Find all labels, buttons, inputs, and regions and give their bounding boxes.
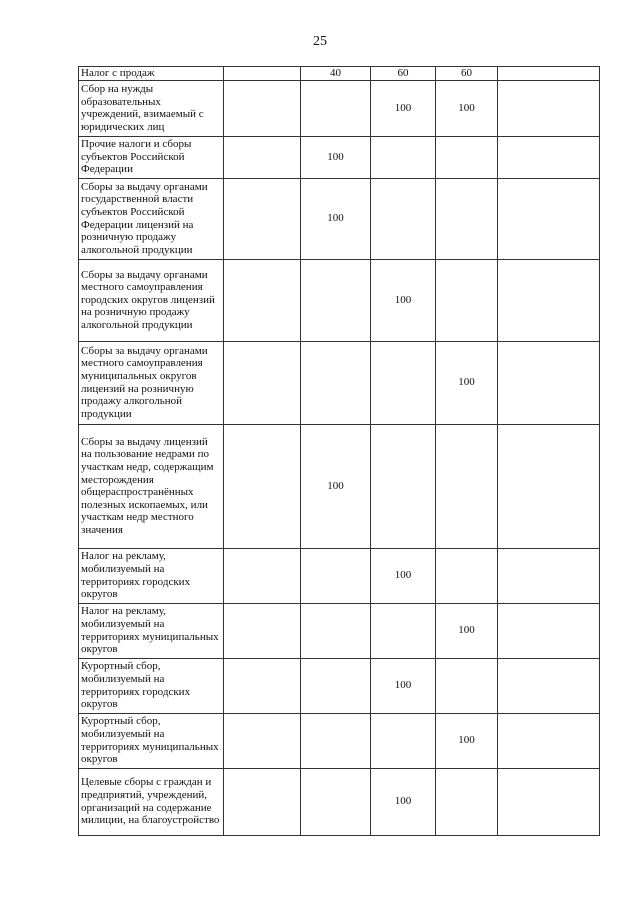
share-cell: 100 bbox=[301, 178, 371, 259]
table-row bbox=[79, 658, 600, 713]
share-cell bbox=[371, 713, 436, 768]
table-row bbox=[79, 768, 600, 835]
share-cell bbox=[301, 768, 371, 835]
share-cell bbox=[498, 259, 600, 341]
share-cell bbox=[371, 178, 436, 259]
share-cell bbox=[498, 424, 600, 548]
tax-name-cell: Налог с продаж bbox=[79, 67, 224, 81]
share-cell bbox=[498, 178, 600, 259]
share-cell: 60 bbox=[371, 67, 436, 81]
share-cell bbox=[224, 768, 301, 835]
tax-name-cell: Сбор на нужды образовательных учреждений, взимаемый с юридических лиц bbox=[79, 80, 224, 136]
share-cell bbox=[224, 658, 301, 713]
share-cell bbox=[498, 80, 600, 136]
share-cell bbox=[224, 424, 301, 548]
share-cell: 100 bbox=[436, 603, 498, 658]
share-cell: 100 bbox=[371, 80, 436, 136]
tax-name-cell: Курортный сбор, мобилизуемый на территориях городских округов bbox=[79, 658, 224, 713]
share-cell bbox=[436, 424, 498, 548]
share-cell bbox=[371, 424, 436, 548]
share-cell: 100 bbox=[436, 341, 498, 424]
table-row bbox=[79, 178, 600, 259]
table-row bbox=[79, 80, 600, 136]
share-cell bbox=[498, 658, 600, 713]
table-row bbox=[79, 424, 600, 548]
tax-name-cell: Сборы за выдачу органами местного самоуправления муниципальных округов лицензий на розничную продажу алкогольной продукции bbox=[79, 341, 224, 424]
tax-name-cell: Налог на рекламу, мобилизуемый на территориях муниципальных округов bbox=[79, 603, 224, 658]
tax-name-cell: Прочие налоги и сборы субъектов Российской Федерации bbox=[79, 136, 224, 178]
share-cell bbox=[371, 603, 436, 658]
table-row bbox=[79, 136, 600, 178]
table-row bbox=[79, 603, 600, 658]
share-cell: 60 bbox=[436, 67, 498, 81]
share-cell bbox=[224, 603, 301, 658]
tax-name-cell: Сборы за выдачу лицензий на пользование недрами по участкам недр, содержащим месторождения общераспространённых полезных ископаемых, или участкам недр местного значения bbox=[79, 424, 224, 548]
share-cell bbox=[371, 136, 436, 178]
share-cell bbox=[301, 80, 371, 136]
share-cell: 100 bbox=[371, 658, 436, 713]
table-row bbox=[79, 259, 600, 341]
share-cell bbox=[498, 341, 600, 424]
table-row bbox=[79, 548, 600, 603]
share-cell bbox=[498, 768, 600, 835]
share-cell bbox=[224, 80, 301, 136]
share-cell: 100 bbox=[371, 548, 436, 603]
share-cell bbox=[224, 341, 301, 424]
share-cell: 100 bbox=[436, 80, 498, 136]
tax-name-cell: Курортный сбор, мобилизуемый на территориях муниципальных округов bbox=[79, 713, 224, 768]
tax-name-cell: Сборы за выдачу органами государственной власти субъектов Российской Федерации лицензий на розничную продажу алкогольной продукции bbox=[79, 178, 224, 259]
share-cell bbox=[301, 548, 371, 603]
share-cell bbox=[301, 713, 371, 768]
share-cell bbox=[436, 548, 498, 603]
share-cell: 100 bbox=[301, 424, 371, 548]
share-cell bbox=[436, 259, 498, 341]
share-cell: 100 bbox=[301, 136, 371, 178]
share-cell bbox=[436, 768, 498, 835]
share-cell: 100 bbox=[436, 713, 498, 768]
share-cell bbox=[436, 178, 498, 259]
share-cell bbox=[301, 259, 371, 341]
share-cell bbox=[498, 548, 600, 603]
share-cell: 100 bbox=[371, 768, 436, 835]
tax-name-cell: Сборы за выдачу органами местного самоуправления городских округов лицензий на розничную продажу алкогольной продукции bbox=[79, 259, 224, 341]
tax-name-cell: Целевые сборы с граждан и предприятий, учреждений, организаций на содержание милиции, на благоустройство bbox=[79, 768, 224, 835]
tax-name-cell: Налог на рекламу, мобилизуемый на территориях городских округов bbox=[79, 548, 224, 603]
table-row bbox=[79, 713, 600, 768]
share-cell bbox=[224, 178, 301, 259]
share-cell bbox=[301, 658, 371, 713]
table-row bbox=[79, 67, 600, 81]
share-cell bbox=[436, 136, 498, 178]
page-number: 25 bbox=[313, 34, 327, 49]
share-cell bbox=[224, 259, 301, 341]
share-cell bbox=[224, 136, 301, 178]
share-cell bbox=[301, 603, 371, 658]
share-cell bbox=[498, 713, 600, 768]
share-cell bbox=[498, 603, 600, 658]
table-body bbox=[79, 67, 600, 836]
share-cell bbox=[371, 341, 436, 424]
share-cell bbox=[224, 713, 301, 768]
share-cell bbox=[224, 548, 301, 603]
share-cell bbox=[436, 658, 498, 713]
share-cell: 100 bbox=[371, 259, 436, 341]
share-cell bbox=[498, 136, 600, 178]
share-cell bbox=[498, 67, 600, 81]
table-row bbox=[79, 341, 600, 424]
share-cell bbox=[224, 67, 301, 81]
share-cell bbox=[301, 341, 371, 424]
share-cell: 40 bbox=[301, 67, 371, 81]
tax-distribution-table bbox=[78, 66, 600, 836]
